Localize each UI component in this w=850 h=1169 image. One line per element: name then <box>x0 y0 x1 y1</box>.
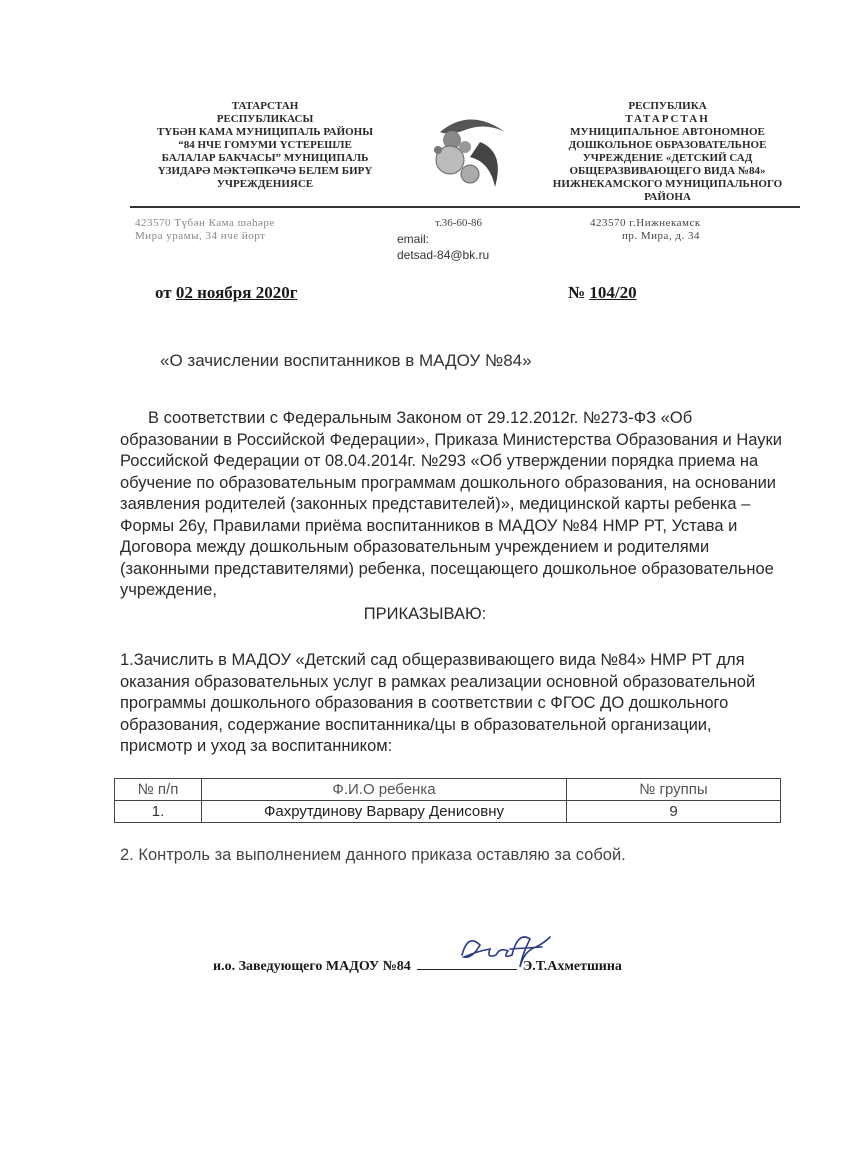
header-right-line: ОБЩЕРАЗВИВАЮЩЕГО ВИДА №84» <box>569 165 766 177</box>
address-left-line: Мира урамы, 34 нче йорт <box>135 230 266 242</box>
table-header-cell: № группы <box>567 779 781 801</box>
table-header-row <box>115 779 781 801</box>
header-right-line: УЧРЕЖДЕНИЕ «ДЕТСКИЙ САД <box>582 152 753 164</box>
order-item-2: 2. Контроль за выполнением данного приказа оставляю за собой. <box>120 846 626 864</box>
header-left-line: “84 НЧЕ ГОМУМИ ҮСТЕРЕШЛЕ <box>178 139 352 151</box>
header-right-block <box>525 100 810 204</box>
address-left <box>135 217 275 243</box>
header-right-line: ТАТАРСТАН <box>625 113 710 125</box>
header-left-line: ҮЗИДАРӘ МӘКТӘПКӘЧӘ БЕЛЕМ БИРҮ <box>157 165 373 177</box>
date-value: 02 ноября 2020г <box>175 283 298 302</box>
date-prefix: от <box>155 283 172 302</box>
header-left-line: УЧРЕЖДЕНИЯСЕ <box>216 178 314 190</box>
address-left-line: 423570 Түбән Кама шәһәре <box>135 217 275 229</box>
order-preamble: В соответствии с Федеральным Законом от 29.12.2012г. №273-ФЗ «Об образовании в Российской Федерации», Приказа Министерства Образования и Науки Российской Федерации от 08.04.2014г. №293 «Об утверждении порядка приема на обучение по образовательным программам дошкольного образования, на основании заявления родителей (законных представителей)», медицинской карты ребенка – Формы 26у, Правилами приёма воспитанников в МАДОУ №84 НМР РТ, Устава и Договора между дошкольным образовательным учреждением и родителями (законными представителями) ребенка, посещающего дошкольное образовательное учреждение, <box>120 409 782 599</box>
table-cell: 9 <box>567 801 781 823</box>
table-header-cell: Ф.И.О ребенка <box>202 779 567 801</box>
handwritten-signature <box>450 925 560 975</box>
phone: т.36-60-86 <box>435 217 483 229</box>
address-right-line: пр. Мира, д. 34 <box>622 230 701 242</box>
header-left-line: БАЛАЛАР БАКЧАСЫ” МУНИЦИПАЛЬ <box>161 152 369 164</box>
header-right-line: МУНИЦИПАЛЬНОЕ АВТОНОМНОЕ <box>570 126 765 138</box>
order-word: ПРИКАЗЫВАЮ: <box>363 605 487 623</box>
children-table <box>114 778 781 823</box>
kindergarten-emblem-icon <box>410 102 515 197</box>
header-right-line: НИЖНЕКАМСКОГО МУНИЦИПАЛЬНОГО <box>552 178 783 190</box>
order-date <box>155 283 297 303</box>
header-left-line: ТАТАРСТАН <box>231 100 299 112</box>
address-right-line: 423570 г.Нижнекамск <box>590 217 701 229</box>
order-subject: «О зачислении воспитанников в МАДОУ №84» <box>160 351 532 370</box>
table-header-cell: № п/п <box>115 779 202 801</box>
table-row <box>115 801 781 823</box>
signature-name: Э.Т.Ахметшина <box>522 959 622 974</box>
email-address: detsad-84@bk.ru <box>397 248 490 262</box>
number-prefix: № <box>568 283 586 302</box>
number-value: 104/20 <box>589 283 637 302</box>
order-item-1: 1.Зачислить в МАДОУ «Детский сад общеразвивающего вида №84» НМР РТ для оказания образовательных услуг в рамках реализации основной образовательной программы дошкольного образования в соответствии с ФГОС ДО дошкольного образования, содержание воспитанника/цы в образовательной организации, присмотр и уход за воспитанником: <box>120 651 756 755</box>
signature-title: и.о. Заведующего МАДОУ №84 <box>213 959 411 974</box>
signature-block <box>213 955 622 975</box>
header-right-line: РЕСПУБЛИКА <box>628 100 707 112</box>
table-cell: Фахрутдинову Варвару Денисовну <box>202 801 567 823</box>
header-divider <box>130 206 800 208</box>
email-label: email: <box>397 232 430 246</box>
header-right-line: ДОШКОЛЬНОЕ ОБРАЗОВАТЕЛЬНОЕ <box>568 139 767 151</box>
header-left-line: РЕСПУБЛИКАСЫ <box>216 113 314 125</box>
header-left-line: ТҮБӘН КАМА МУНИЦИПАЛЬ РАЙОНЫ <box>156 126 374 138</box>
address-right <box>590 217 701 243</box>
email-block <box>397 231 489 263</box>
header-left-block <box>130 100 400 191</box>
table-cell: 1. <box>115 801 202 823</box>
order-number <box>568 283 637 303</box>
header-right-line: РАЙОНА <box>644 191 691 203</box>
